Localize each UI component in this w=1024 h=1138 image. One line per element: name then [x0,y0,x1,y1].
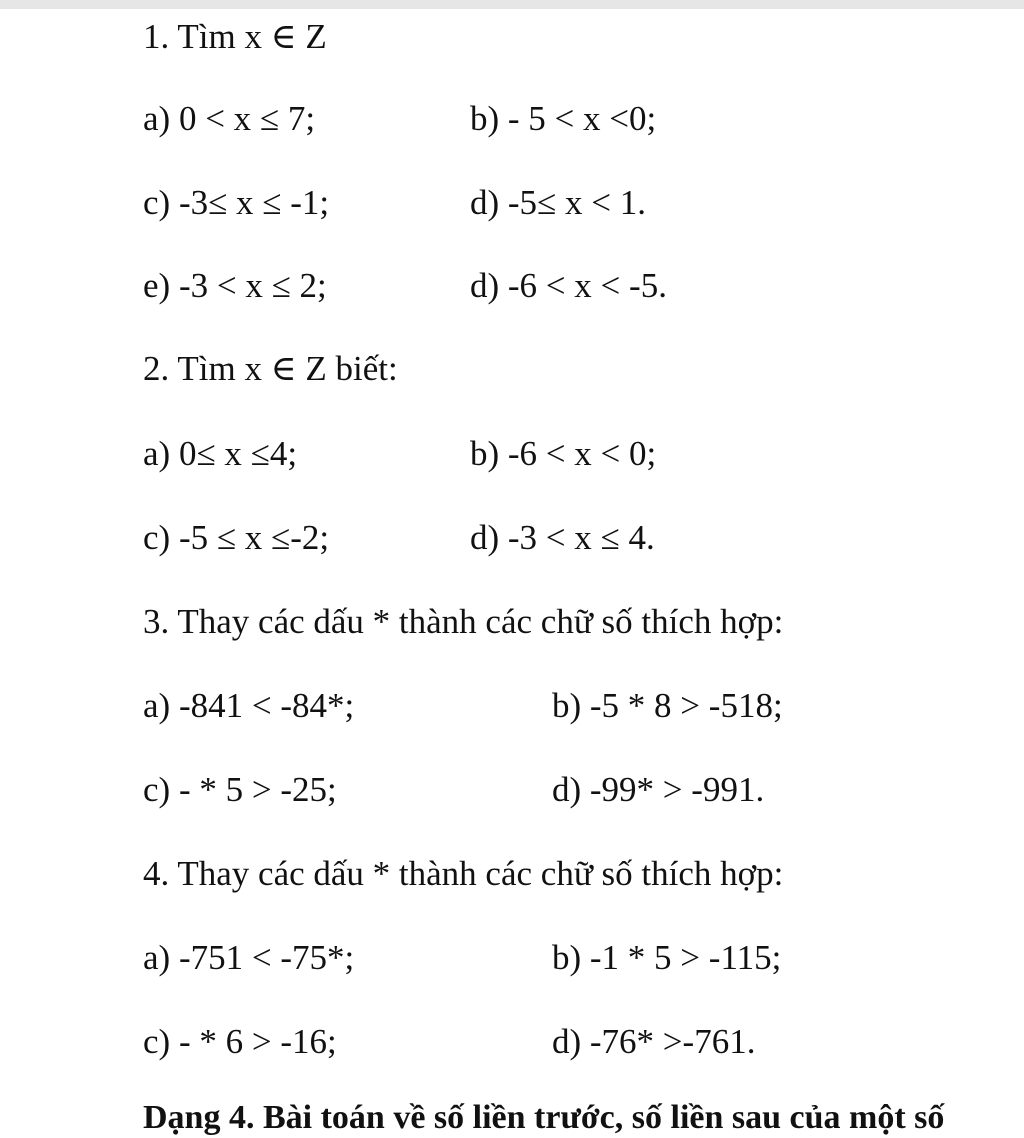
section-2-item-c: c) -5 ≤ x ≤-2; [143,518,330,557]
section-4-item-b: b) -1 * 5 > -115; [552,938,782,977]
section-4-item-d: d) -76* >-761. [552,1022,756,1061]
section-1-item-d2: d) -6 < x < -5. [470,266,667,305]
section-2-item-a: a) 0≤ x ≤4; [143,434,298,473]
section-3-item-c: c) - * 5 > -25; [143,770,337,809]
section-1-title: 1. Tìm x ∈ Z [143,17,327,56]
section-4-item-a: a) -751 < -75*; [143,938,355,977]
section-2-item-d: d) -3 < x ≤ 4. [470,518,655,557]
section-1-item-a: a) 0 < x ≤ 7; [143,99,316,138]
section-2-title: 2. Tìm x ∈ Z biết: [143,349,398,388]
section-3-title: 3. Thay các dấu * thành các chữ số thích hợp: [143,602,784,641]
section-1-item-e: e) -3 < x ≤ 2; [143,266,327,305]
section-1-item-d: d) -5≤ x < 1. [470,183,647,222]
section-1-item-c: c) -3≤ x ≤ -1; [143,183,330,222]
section-1-item-b: b) - 5 < x <0; [470,99,657,138]
section-3-item-b: b) -5 * 8 > -518; [552,686,783,725]
section-4-item-c: c) - * 6 > -16; [143,1022,337,1061]
section-3-item-a: a) -841 < -84*; [143,686,355,725]
section-2-item-b: b) -6 < x < 0; [470,434,657,473]
section-3-item-d: d) -99* > -991. [552,770,765,809]
section-4-title: 4. Thay các dấu * thành các chữ số thích hợp: [143,854,784,893]
next-section-heading: Dạng 4. Bài toán về số liền trước, số liền sau của một số [143,1099,945,1136]
